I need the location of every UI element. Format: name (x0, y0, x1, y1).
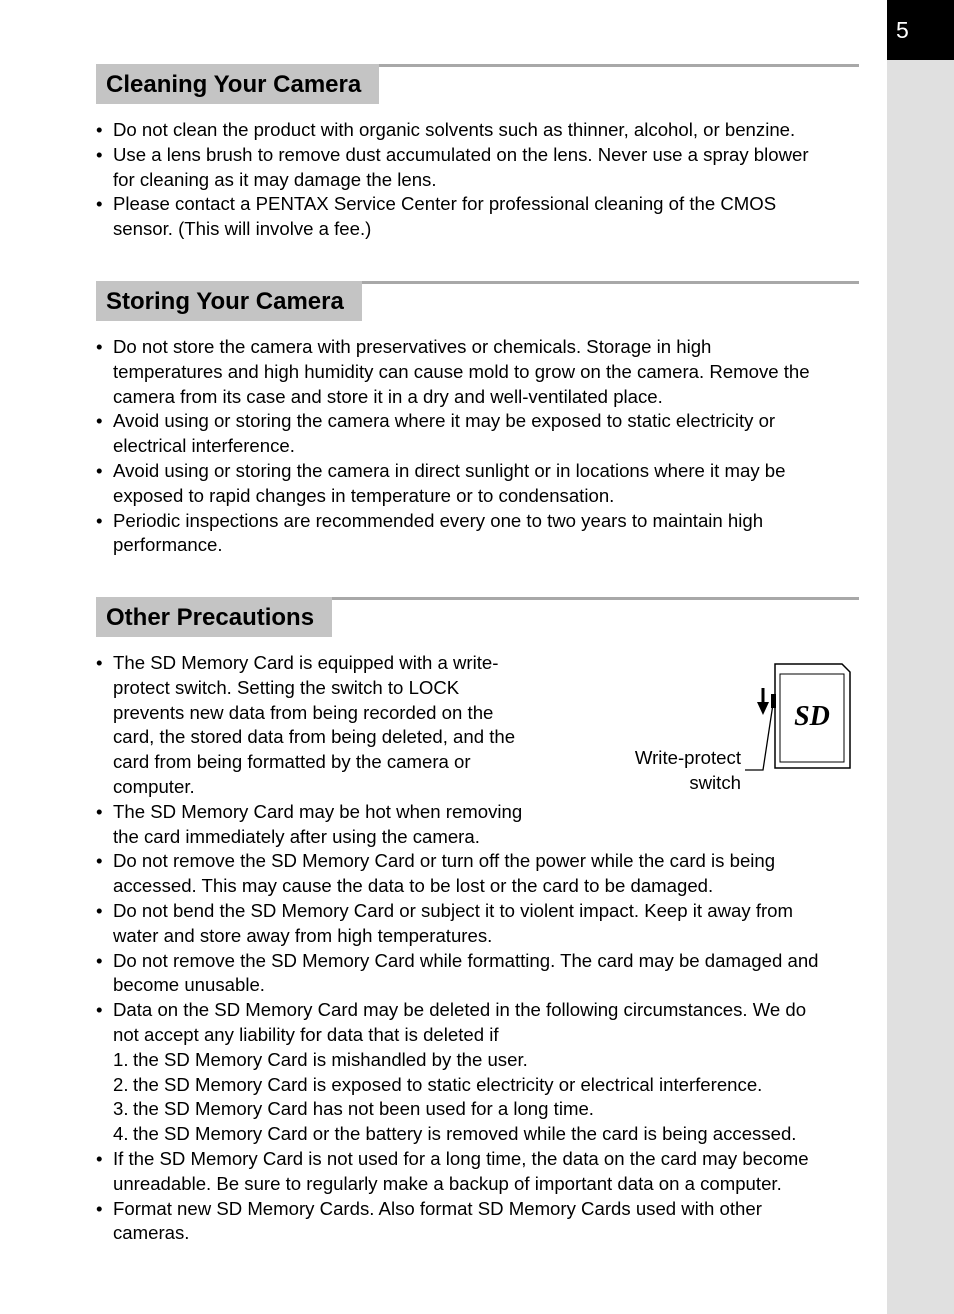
page-number: 5 (896, 17, 909, 43)
text-line: temperatures and high humidity can cause mold to grow on the camera. Remove the (113, 360, 810, 382)
list-item (96, 143, 809, 193)
text-line: unreadable. Be sure to regularly make a backup of important data on a computer. (113, 1172, 782, 1194)
text-line: • The SD Memory Card may be hot when removing (113, 800, 523, 822)
text-line: • Format new SD Memory Cards. Also format SD Memory Cards used with other (113, 1197, 762, 1219)
text-line: • Avoid using or storing the camera in direct sunlight or in locations where it may be (113, 459, 786, 481)
text-line: • Avoid using or storing the camera where it may be exposed to static electricity or (113, 410, 776, 432)
storing-list (96, 335, 810, 558)
text-line: card, the stored data from being deleted, and the (113, 726, 516, 748)
page-side-bar (887, 0, 954, 1314)
text-line: electrical interference. (113, 435, 295, 457)
label-line: Write-protect (634, 747, 741, 768)
numbered-item (113, 1122, 819, 1147)
list-item (96, 509, 810, 559)
item-number: 3. (113, 1098, 129, 1120)
list-item (96, 192, 809, 242)
sd-card-figure (620, 660, 860, 800)
list-item (96, 800, 819, 850)
text-line: sensor. (This will involve a fee.) (113, 218, 372, 240)
label-line: switch (689, 771, 741, 793)
numbered-item (113, 1073, 819, 1098)
text-line: computer. (113, 775, 195, 797)
section-title: Cleaning Your Camera (96, 64, 379, 104)
section-header-cleaning (96, 64, 859, 104)
item-number: 2. (113, 1073, 129, 1095)
text-line: exposed to rapid changes in temperature or to condensation. (113, 484, 615, 506)
text-line: not accept any liability for data that is deleted if (113, 1023, 499, 1045)
item-number: 1. (113, 1048, 129, 1070)
list-item (96, 899, 819, 949)
text-line: • Use a lens brush to remove dust accumulated on the lens. Never use a spray blower (113, 143, 809, 165)
list-item (96, 459, 810, 509)
item-text: the SD Memory Card has not been used for a long time. (133, 1098, 594, 1120)
text-line: • Do not remove the SD Memory Card or turn off the power while the card is being (113, 850, 776, 872)
numbered-item (113, 1097, 819, 1122)
text-line: • The SD Memory Card is equipped with a write- (113, 652, 499, 673)
cleaning-list (96, 118, 809, 242)
text-line: camera from its case and store it in a dry and well-ventilated place. (113, 385, 663, 407)
list-item (96, 335, 810, 409)
text-line: become unusable. (113, 974, 265, 996)
text-line: cameras. (113, 1222, 190, 1244)
list-item (96, 998, 819, 1147)
list-item (96, 1197, 819, 1247)
text-line: water and store away from high temperatures. (113, 924, 493, 946)
text-line: • Please contact a PENTAX Service Center for professional cleaning of the CMOS (113, 193, 777, 215)
item-number: 4. (113, 1123, 129, 1145)
write-protect-label (635, 746, 741, 796)
list-item (96, 118, 809, 143)
section-title: Other Precautions (96, 597, 332, 637)
list-item (96, 1147, 819, 1197)
sd-logo: SD (794, 701, 830, 732)
item-text: the SD Memory Card is exposed to static electricity or electrical interference. (133, 1073, 763, 1095)
text-line: • Do not store the camera with preservatives or chemicals. Storage in high (113, 336, 712, 357)
item-text: the SD Memory Card is mishandled by the user. (133, 1048, 528, 1070)
item-text: the SD Memory Card or the battery is removed while the card is being accessed. (133, 1123, 797, 1145)
text-line: • Do not remove the SD Memory Card while formatting. The card may be damaged and (113, 949, 819, 971)
text-line: prevents new data from being recorded on the (113, 701, 494, 723)
circumstances-list (113, 1048, 819, 1147)
text-line: • Periodic inspections are recommended every one to two years to maintain high (113, 509, 764, 531)
text-line: • Data on the SD Memory Card may be deleted in the following circumstances. We do (113, 999, 807, 1021)
section-title: Storing Your Camera (96, 281, 362, 321)
section-header-storing (96, 281, 859, 321)
section-header-other (96, 597, 859, 637)
numbered-item (113, 1048, 819, 1073)
list-item (96, 849, 819, 899)
text-line: protect switch. Setting the switch to LOCK (113, 676, 460, 698)
list-item (96, 949, 819, 999)
text-line: • Do not clean the product with organic solvents such as thinner, alcohol, or benzine. (113, 119, 796, 140)
text-line: for cleaning as it may damage the lens. (113, 168, 437, 190)
text-line: the card immediately after using the camera. (113, 825, 480, 847)
text-line: accessed. This may cause the data to be lost or the card to be damaged. (113, 875, 714, 897)
text-line: • If the SD Memory Card is not used for a long time, the data on the card may become (113, 1147, 809, 1169)
text-line: card from being formatted by the camera or (113, 751, 471, 773)
text-line: performance. (113, 534, 223, 556)
list-item (96, 409, 810, 459)
text-line: • Do not bend the SD Memory Card or subject it to violent impact. Keep it away from (113, 899, 794, 921)
page-number-tab (887, 0, 954, 60)
